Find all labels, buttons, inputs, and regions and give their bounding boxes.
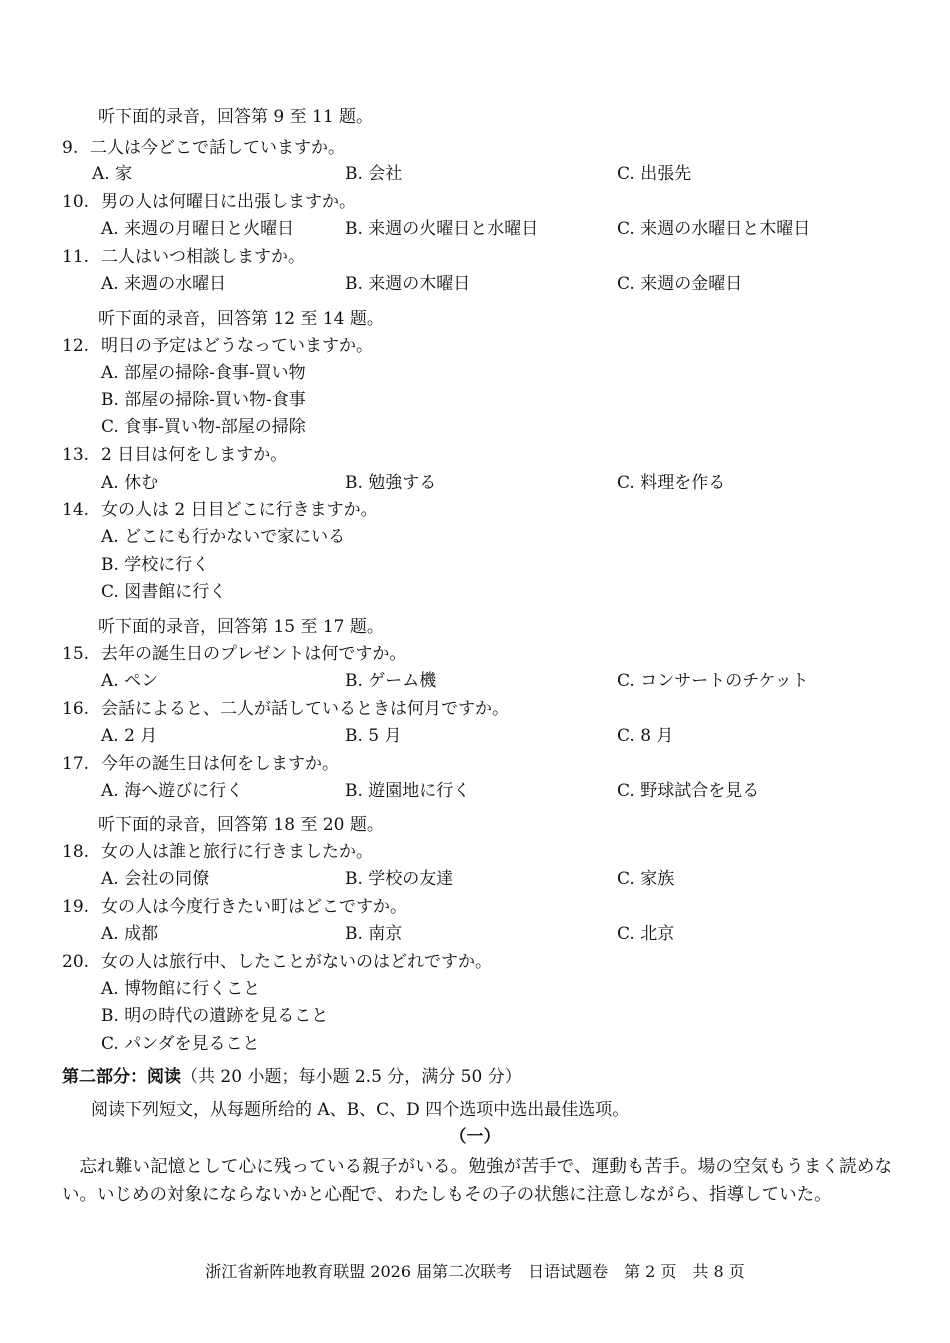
option-a: A. 博物館に行くこと xyxy=(101,979,261,999)
question-number: 18. xyxy=(62,842,90,862)
option-a: A. 来週の月曜日と火曜日 xyxy=(101,219,295,239)
option-c: C. 野球試合を見る xyxy=(617,781,760,801)
question-15 xyxy=(0,643,950,667)
question-number: 13. xyxy=(62,445,90,465)
part2-title: 第二部分：阅读 xyxy=(62,1067,181,1087)
options-row xyxy=(0,218,950,242)
question-16 xyxy=(0,698,950,722)
question-number: 11. xyxy=(62,247,90,267)
option-a: A. 家 xyxy=(92,164,133,184)
options-row xyxy=(0,725,950,749)
part2-note: （共 20 小题；每小题 2.5 分，满分 50 分） xyxy=(181,1067,522,1087)
question-text: 女の人は誰と旅行に行きましたか。 xyxy=(101,842,373,862)
question-text: 会話によると、二人が話しているときは何月ですか。 xyxy=(101,699,509,719)
option-c: C. パンダを見ること xyxy=(101,1034,260,1054)
option-b: B. 来週の火曜日と水曜日 xyxy=(345,219,539,239)
question-10 xyxy=(0,191,950,215)
question-text: 明日の予定はどうなっていますか。 xyxy=(101,336,373,356)
question-18 xyxy=(0,841,950,865)
options-row xyxy=(0,923,950,947)
question-text: 男の人は何曜日に出張しますか。 xyxy=(101,192,356,212)
question-text: 女の人は 2 日目どこに行きますか。 xyxy=(101,500,378,520)
option-a: A. 部屋の掃除-食事-買い物 xyxy=(101,363,306,383)
option-c: C. 来週の金曜日 xyxy=(617,274,743,294)
question-11 xyxy=(0,246,950,270)
section-instruction: 听下面的录音，回答第 9 至 11 题。 xyxy=(98,107,374,127)
question-14 xyxy=(0,499,950,523)
question-number: 14. xyxy=(62,500,90,520)
option-b: B. 学校に行く xyxy=(101,555,210,575)
question-number: 10. xyxy=(62,192,90,212)
page-footer: 浙江省新阵地教育联盟 2026 届第二次联考 日语试题卷 第 2 页 共 8 页 xyxy=(205,1262,745,1281)
option-b: B. 5 月 xyxy=(345,726,402,746)
option-c: C. 来週の水曜日と木曜日 xyxy=(617,219,811,239)
question-number: 20. xyxy=(62,952,90,972)
option-a: A. 海へ遊びに行く xyxy=(101,781,244,801)
option-b: B. 学校の友達 xyxy=(345,869,454,889)
section-instruction: 听下面的录音，回答第 18 至 20 题。 xyxy=(98,815,384,835)
question-13 xyxy=(0,444,950,468)
option-b: B. ゲーム機 xyxy=(345,671,437,691)
options-row xyxy=(0,780,950,804)
option-b: B. 来週の木曜日 xyxy=(345,274,471,294)
question-text: 女の人は今度行きたい町はどこですか。 xyxy=(101,897,407,917)
question-number: 9. xyxy=(62,138,79,158)
question-text: 去年の誕生日のプレゼントは何ですか。 xyxy=(101,644,407,664)
option-a: A. 休む xyxy=(101,473,159,493)
question-text: 二人は今どこで話していますか。 xyxy=(90,138,345,158)
option-b: B. 部屋の掃除-買い物-食事 xyxy=(101,390,306,410)
option-c: C. 食事-買い物-部屋の掃除 xyxy=(101,417,306,437)
question-19 xyxy=(0,896,950,920)
options-row xyxy=(0,273,950,297)
option-c: C. 北京 xyxy=(617,924,675,944)
options-row xyxy=(0,163,950,187)
option-b: B. 遊園地に行く xyxy=(345,781,471,801)
question-number: 16. xyxy=(62,699,90,719)
option-a: A. 会社の同僚 xyxy=(101,869,210,889)
section-instruction: 听下面的录音，回答第 12 至 14 题。 xyxy=(98,309,384,329)
option-a: A. 来週の水曜日 xyxy=(101,274,227,294)
option-c: C. コンサートのチケット xyxy=(617,671,809,691)
part2-heading xyxy=(62,1066,522,1090)
question-12 xyxy=(0,335,950,359)
option-a: A. 2 月 xyxy=(101,726,158,746)
option-c: C. 家族 xyxy=(617,869,675,889)
section-instruction: 听下面的录音，回答第 15 至 17 题。 xyxy=(98,617,384,637)
option-b: B. 勉強する xyxy=(345,473,437,493)
question-text: 今年の誕生日は何をしますか。 xyxy=(101,754,339,774)
question-number: 12. xyxy=(62,336,90,356)
option-c: C. 図書館に行く xyxy=(101,582,227,602)
option-c: C. 出張先 xyxy=(617,164,692,184)
question-20 xyxy=(0,951,950,975)
question-text: 女の人は旅行中、したことがないのはどれですか。 xyxy=(101,952,492,972)
options-row xyxy=(0,868,950,892)
question-text: 2 日目は何をしますか。 xyxy=(101,445,288,465)
option-b: B. 南京 xyxy=(345,924,403,944)
option-a: A. 成都 xyxy=(101,924,159,944)
option-c: C. 8 月 xyxy=(617,726,674,746)
question-17 xyxy=(0,753,950,777)
question-number: 17. xyxy=(62,754,90,774)
option-a: A. どこにも行かないで家にいる xyxy=(101,527,346,547)
question-number: 15. xyxy=(62,644,90,664)
question-number: 19. xyxy=(62,897,90,917)
options-row xyxy=(0,670,950,694)
part2-instruction: 阅读下列短文，从每题所给的 A、B、C、D 四个选项中选出最佳选项。 xyxy=(91,1100,630,1120)
passage-label: （一） xyxy=(449,1127,501,1147)
option-b: B. 明の時代の遺跡を見ること xyxy=(101,1006,329,1026)
option-c: C. 料理を作る xyxy=(617,473,726,493)
option-a: A. ペン xyxy=(101,671,159,691)
option-b: B. 会社 xyxy=(345,164,403,184)
options-row xyxy=(0,472,950,496)
question-text: 二人はいつ相談しますか。 xyxy=(101,247,305,267)
question-9 xyxy=(0,137,950,161)
passage-text: 忘れ難い記憶として心に残っている親子がいる。勉強が苦手で、運動も苦手。場の空気もうまく読めない。いじめの対象にならないかと心配で、わたしもその子の状態に注意しながら、指導していた。 xyxy=(62,1157,892,1205)
